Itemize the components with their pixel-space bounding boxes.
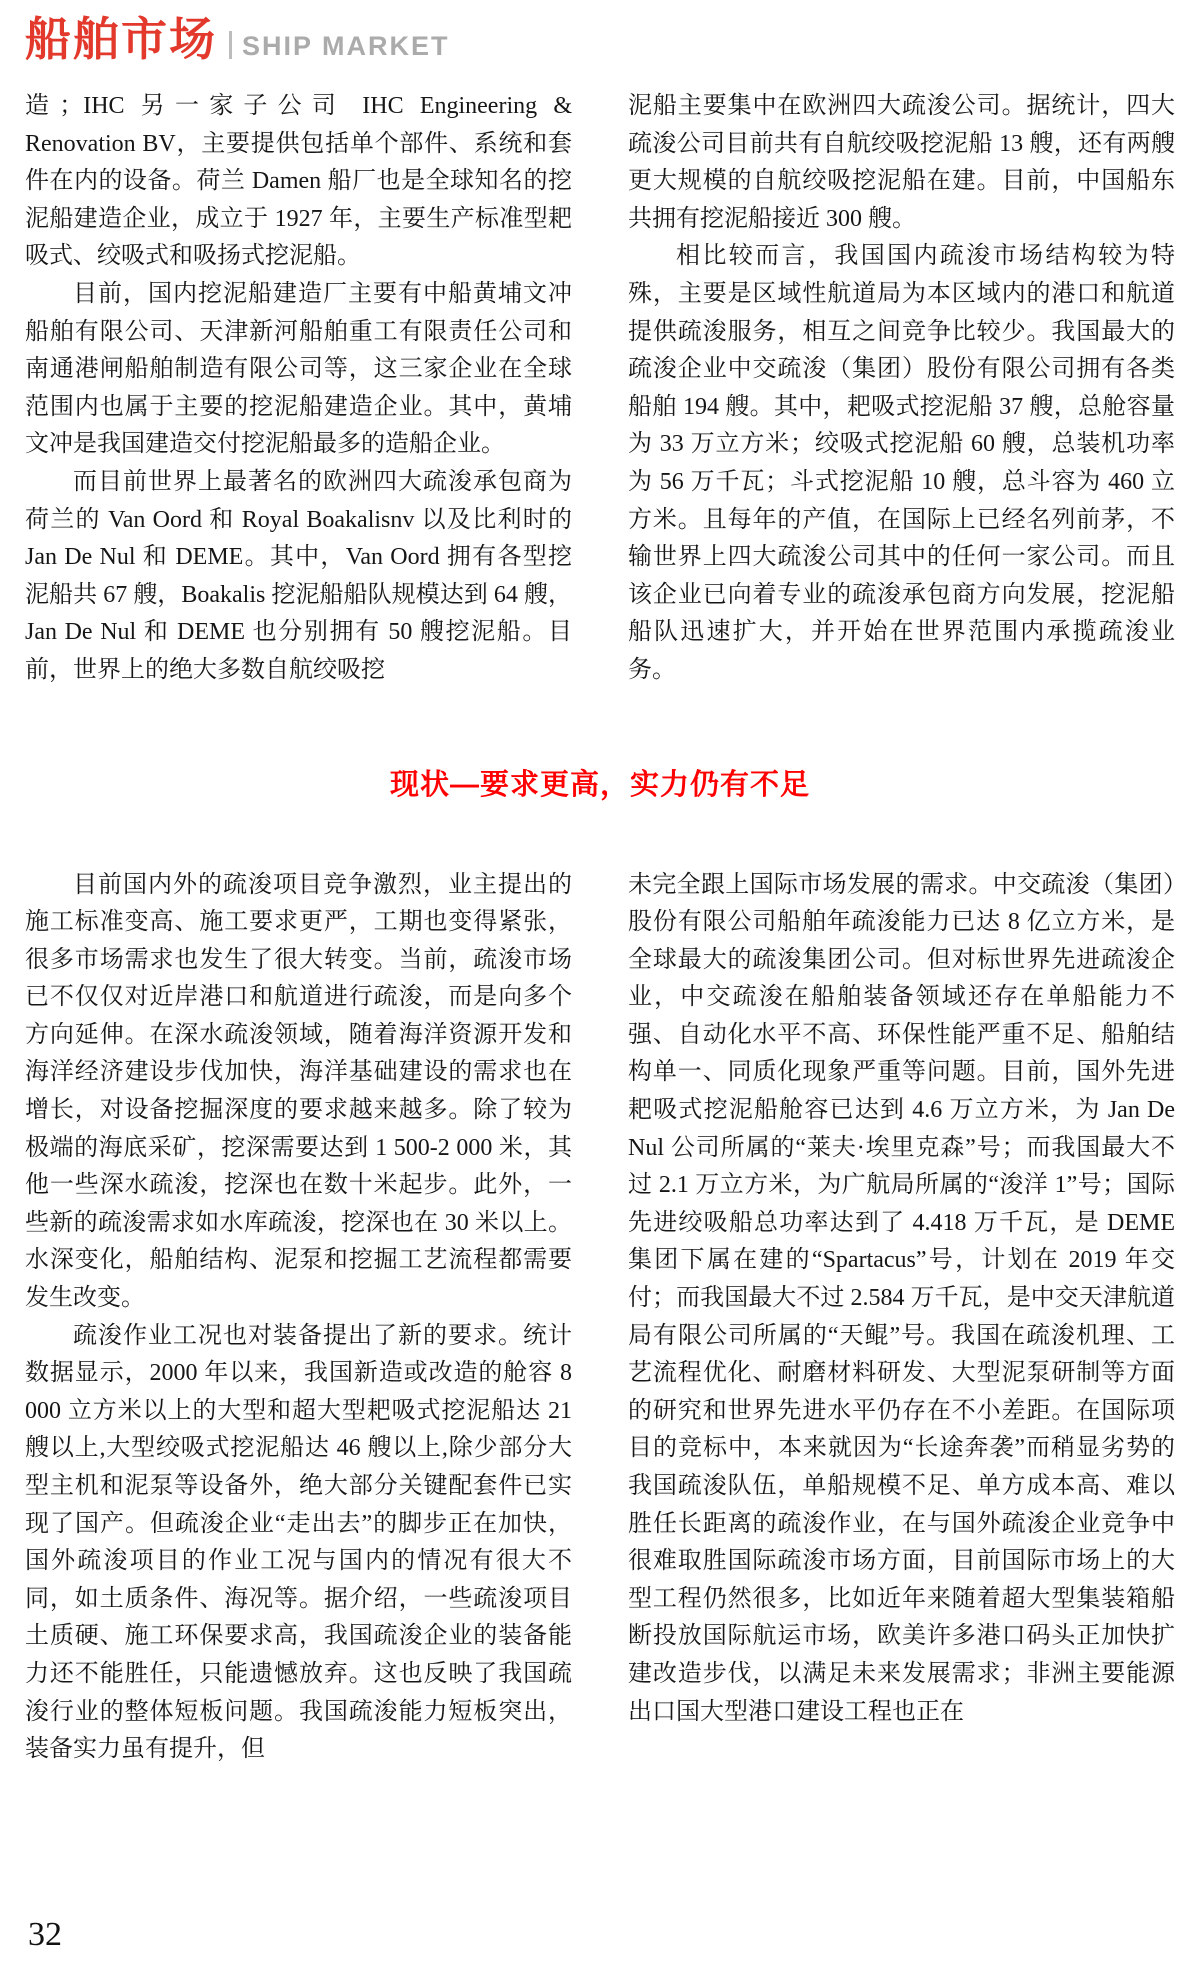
article-body	[0, 88, 1200, 1769]
page-header	[0, 0, 1200, 65]
body-paragraph: 而目前世界上最著名的欧洲四大疏浚承包商为荷兰的 Van Oord 和 Royal Boakalisnv 以及比利时的 Jan De Nul 和 DEME。其中，Van Oord 拥有各型挖泥船共 67 艘，Boakalis 挖泥船船队规模达到 64 艘，Jan De Nul 和 DEME 也分别拥有 50 艘挖泥船。目前，世界上的绝大多数自航绞吸挖	[25, 468, 572, 683]
page-number: 32	[28, 1916, 62, 1953]
column-left-bottom	[25, 867, 572, 1769]
body-paragraph: 目前国内外的疏浚项目竞争激烈，业主提出的施工标准变高、施工要求更严，工期也变得紧张，很多市场需求也发生了很大转变。当前，疏浚市场已不仅仅对近岸港口和航道进行疏浚，而是向多个方向延伸。在深水疏浚领域，随着海洋资源开发和海洋经济建设步伐加快，海洋基础建设的需求也在增长，对设备挖掘深度的要求越来越多。除了较为极端的海底采矿，挖深需要达到 1 500-2 000 米，其他一些深水疏浚，挖深也在数十米起步。此外，一些新的疏浚需求如水库疏浚，挖深也在 30 米以上。水深变化，船舶结构、泥泵和挖掘工艺流程都需要发生改变。	[25, 871, 572, 1312]
body-paragraph: 疏浚作业工况也对装备提出了新的要求。统计数据显示，2000 年以来，我国新造或改造的舱容 8 000 立方米以上的大型和超大型耙吸式挖泥船达 21 艘以上,大型绞吸式挖泥船达 46 艘以上,除少部分大型主机和泥泵等设备外，绝大部分关键配套件已实现了国产。但疏浚企业“走出去”的脚步正在加快，国外疏浚项目的作业工况与国内的情况有很大不同，如土质条件、海况等。据介绍，一些疏浚项目土质硬、施工环保要求高，我国疏浚企业的装备能力还不能胜任，只能遗憾放弃。这也反映了我国疏浚行业的整体短板问题。我国疏浚能力短板突出，装备实力虽有提升，但	[25, 1322, 572, 1763]
title-divider	[229, 31, 232, 59]
subsection-heading: 现状—要求更高，实力仍有不足	[389, 768, 810, 801]
body-paragraph: 造；IHC 另一家子公司 IHC Engineering & Renovation BV，主要提供包括单个部件、系统和套件在内的设备。荷兰 Damen 船厂也是全球知名的挖泥船建造企业，成立于 1927 年，主要生产标准型耙吸式、绞吸式和吸扬式挖泥船。	[25, 93, 572, 270]
body-paragraph: 相比较而言，我国国内疏浚市场结构较为特殊，主要是区域性航道局为本区域内的港口和航道提供疏浚服务，相互之间竞争比较少。我国最大的疏浚企业中交疏浚（集团）股份有限公司拥有各类船舶 194 艘。其中，耙吸式挖泥船 37 艘，总舱容量为 33 万立方米；绞吸式挖泥船 60 艘，总装机功率为 56 万千瓦；斗式挖泥船 10 艘，总斗容为 460 立方米。且每年的产值，在国际上已经名列前茅，不输世界上四大疏浚公司其中的任何一家公司。而且该企业已向着专业的疏浚承包商方向发展，挖泥船船队迅速扩大，并开始在世界范围内承揽疏浚业务。	[628, 243, 1175, 683]
column-left-top	[25, 88, 572, 690]
section-title-zh: 船舶市场	[25, 13, 217, 65]
section-title-en: SHIP MARKET	[242, 31, 450, 61]
column-right-top	[628, 88, 1175, 690]
body-paragraph: 目前，国内挖泥船建造厂主要有中船黄埔文冲船舶有限公司、天津新河船舶重工有限责任公司和南通港闸船舶制造有限公司等，这三家企业在全球范围内也属于主要的挖泥船建造企业。其中，黄埔文冲是我国建造交付挖泥船最多的造船企业。	[25, 280, 572, 458]
body-paragraph: 泥船主要集中在欧洲四大疏浚公司。据统计，四大疏浚公司目前共有自航绞吸挖泥船 13 艘，还有两艘更大规模的自航绞吸挖泥船在建。目前，中国船东共拥有挖泥船接近 300 艘。	[628, 93, 1175, 232]
article-section-bottom	[25, 867, 1175, 1769]
body-paragraph: 未完全跟上国际市场发展的需求。中交疏浚（集团）股份有限公司船舶年疏浚能力已达 8 亿立方米，是全球最大的疏浚集团公司。但对标世界先进疏浚企业，中交疏浚在船舶装备领域还存在单船能力不强、自动化水平不高、环保性能严重不足、船舶结构单一、同质化现象严重等问题。目前，国外先进耙吸式挖泥船舱容已达到 4.6 万立方米，为 Jan De Nul 公司所属的“莱夫·埃里克森”号；而我国最大不过 2.1 万立方米，为广航局所属的“浚洋 1”号；国际先进绞吸船总功率达到了 4.418 万千瓦，是 DEME 集团下属在建的“Spartacus”号，计划在 2019 年交付；而我国最大不过 2.584 万千瓦，是中交天津航道局有限公司所属的“天鲲”号。我国在疏浚机理、工艺流程优化、耐磨材料研发、大型泥泵研制等方面的研究和世界先进水平仍存在不小差距。在国际项目的竞标中，本来就因为“长途奔袭”而稍显劣势的我国疏浚队伍，单船规模不足、单方成本高、难以胜任长距离的疏浚作业，在与国外疏浚企业竞争中很难取胜国际疏浚市场方面，目前国际市场上的大型工程仍然很多，比如近年来随着超大型集装箱船断投放国际航运市场，欧美许多港口码头正加快扩建改造步伐，以满足未来发展需求；非洲主要能源出口国大型港口建设工程也正在	[628, 871, 1175, 1725]
column-right-bottom	[628, 867, 1175, 1769]
article-section-top	[25, 88, 1175, 690]
